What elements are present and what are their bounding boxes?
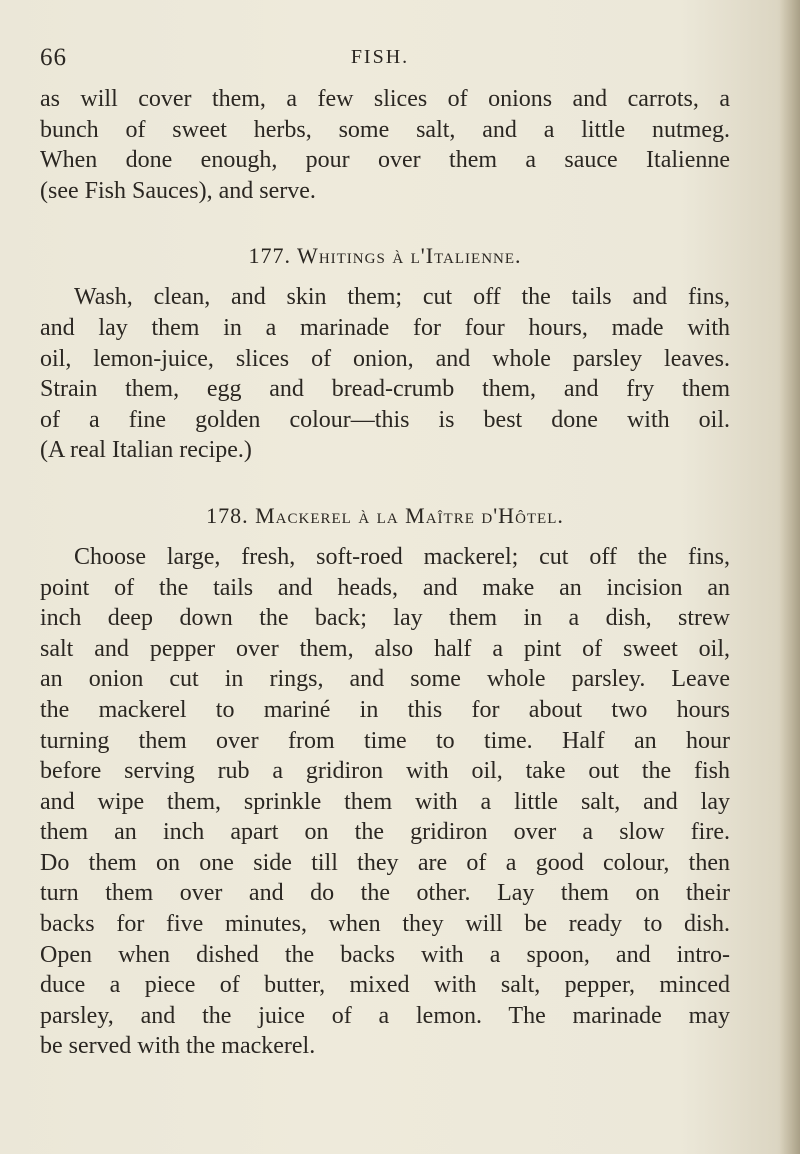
text-line: and wipe them, sprinkle them with a little salt, and lay (40, 788, 730, 815)
page-edge (780, 0, 800, 1154)
page-number: 66 (40, 44, 67, 71)
text-line: before serving rub a gridiron with oil, take out the fish (40, 758, 730, 785)
text-line: as will cover them, a few slices of onions and carrots, a (40, 86, 730, 112)
text-line: Wash, clean, and skin them; cut off the tails and fins, (74, 284, 730, 311)
text-line: and lay them in a marinade for four hours, made with (40, 314, 730, 341)
text-line: Choose large, fresh, soft-roed mackerel; cut off the fins, (74, 543, 730, 570)
text-line: oil, lemon-juice, slices of onion, and whole parsley leaves. (40, 345, 730, 372)
recipe-178-heading: 178. Mackerel à la Maître d'Hôtel. (206, 502, 564, 528)
recipe-177-heading: 177. Whitings à l'Italienne. (248, 243, 522, 269)
text-line: of a fine golden colour—this is best done with oil. (40, 406, 730, 433)
text-line: (see Fish Sauces), and serve. (40, 177, 316, 204)
text-line: parsley, and the juice of a lemon. The marinade may (40, 1002, 730, 1029)
text-line: them an inch apart on the gridiron over a slow fire. (40, 819, 730, 846)
text-line: salt and pepper over them, also half a pint of sweet oil, (40, 635, 730, 662)
text-line: be served with the mackerel. (40, 1033, 316, 1060)
recipe-177-body (40, 282, 730, 466)
text-line: turning them over from time to time. Half an hour (40, 727, 730, 754)
text-line: Strain them, egg and bread-crumb them, and fry them (40, 376, 730, 403)
text-line: inch deep down the back; lay them in a dish, strew (40, 605, 730, 632)
text-line: the mackerel to mariné in this for about two hours (40, 696, 730, 723)
text-line: backs for five minutes, when they will be ready to dish. (40, 911, 730, 938)
text-line: point of the tails and heads, and make an incision an (40, 574, 730, 601)
text-line: Open when dished the backs with a spoon, and intro- (40, 941, 730, 968)
page-header (40, 44, 720, 76)
recipe-178-body (40, 542, 730, 1062)
intro-paragraph (40, 84, 730, 206)
text-line: (A real Italian recipe.) (40, 437, 252, 464)
running-head: FISH. (350, 46, 410, 68)
text-line: When done enough, pour over them a sauce Italienne (40, 147, 730, 174)
text-line: Do them on one side till they are of a good colour, then (40, 849, 730, 876)
text-line: bunch of sweet herbs, some salt, and a little nutmeg. (40, 116, 730, 143)
text-line: an onion cut in rings, and some whole parsley. Leave (40, 666, 730, 693)
text-line: turn them over and do the other. Lay them on their (40, 880, 730, 907)
page-body (40, 84, 730, 1062)
text-line: duce a piece of butter, mixed with salt, pepper, minced (40, 972, 730, 999)
